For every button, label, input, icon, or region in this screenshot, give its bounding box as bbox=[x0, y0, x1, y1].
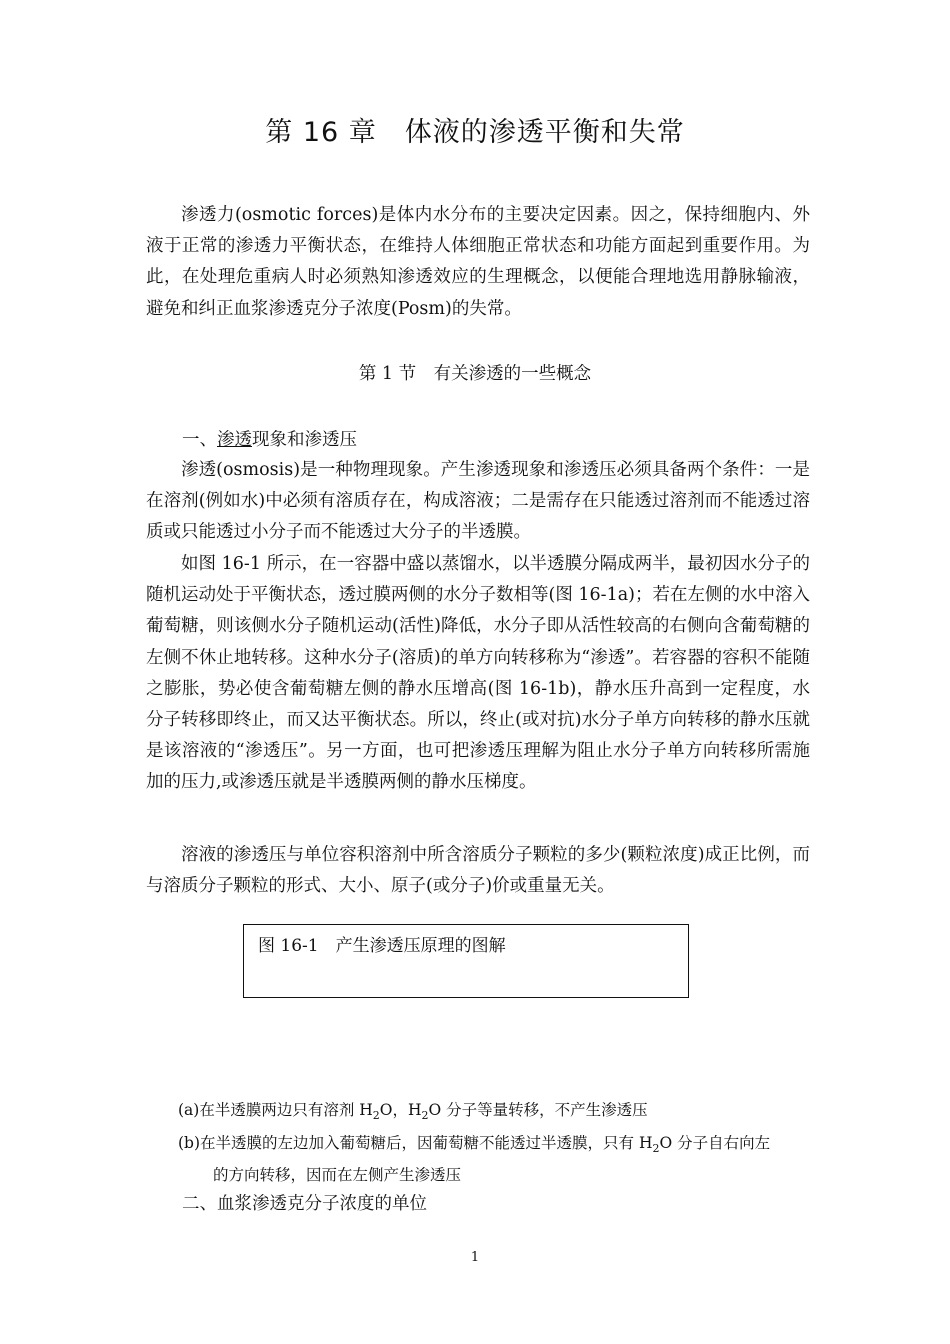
intro-paragraph: 渗透力(osmotic forces)是体内水分布的主要决定因素。因之，保持细胞内、外液于正常的渗透力平衡状态，在维持人体细胞正常状态和功能方面起到重要作用。为此，在处理危重病人时必须熟知渗透效应的生理概念，以便能合理地选用静脉输液，避免和纠正血浆渗透克分子浓度(Posm)的失常。 bbox=[146, 205, 810, 319]
subheading-units: 二、血浆渗透克分子浓度的单位 bbox=[182, 1194, 427, 1214]
note-a-text-2: O，H bbox=[379, 1101, 422, 1119]
figure-note-b-continuation: 的方向转移，因而在左侧产生渗透压 bbox=[213, 1166, 462, 1184]
figure-explanation-paragraph: 如图 16-1 所示，在一容器中盛以蒸馏水，以半透膜分隔成两半，最初因水分子的随机运动处于平衡状态，透过膜两侧的水分子数相等(图 16-1a)；若在左侧的水中溶入葡萄糖，则该侧水分子随机运动(活性)降低，水分子即从活性较高的右侧向含葡萄糖的左侧不休止地转移。这种水分子(溶质)的单方向转移称为“渗透”。若容器的容积不能随之膨胀，势必使含葡萄糖左侧的静水压增高(图 16-1b)，静水压升高到一定程度，水分子转移即终止，而又达平衡状态。所以，终止(或对抗)水分子单方向转移的静水压就是该溶液的“渗透压”。另一方面，也可把渗透压理解为阻止水分子单方向转移所需施加的压力,或渗透压就是半透膜两侧的静水压梯度。 bbox=[146, 554, 810, 793]
subheading-rest: 现象和渗透压 bbox=[252, 430, 357, 450]
note-a-text-3: O 分子等量转移，不产生渗透压 bbox=[428, 1101, 648, 1119]
figure-box bbox=[243, 924, 689, 998]
note-b-subscript-1: 2 bbox=[652, 1142, 660, 1156]
subheading-underlined-term: 渗透 bbox=[217, 430, 252, 450]
osmotic-pressure-paragraph: 溶液的渗透压与单位容积溶剂中所含溶质分子颗粒的多少(颗粒浓度)成正比例，而与溶质分子颗粒的形式、大小、原子(或分子)价或重量无关。 bbox=[146, 845, 810, 897]
subheading-number: 一、 bbox=[182, 430, 217, 450]
subheading-osmosis bbox=[182, 426, 357, 451]
osmosis-definition-paragraph: 渗透(osmosis)是一种物理现象。产生渗透现象和渗透压必须具备两个条件：一是在溶剂(例如水)中必须有溶质存在，构成溶液；二是需存在只能透过溶剂而不能透过溶质或只能透过小分子而不能透过大分子的半透膜。 bbox=[146, 460, 810, 543]
page-number: 1 bbox=[470, 1250, 480, 1265]
note-b-text-1: (b)在半透膜的左边加入葡萄糖后，因葡萄糖不能透过半透膜，只有 H bbox=[178, 1134, 653, 1152]
note-a-text-1: (a)在半透膜两边只有溶剂 H bbox=[178, 1101, 373, 1119]
section-heading: 第 1 节 有关渗透的一些概念 bbox=[358, 364, 592, 384]
note-b-text-2: O 分子自右向左 bbox=[659, 1134, 771, 1152]
note-a-subscript-2: 2 bbox=[421, 1109, 429, 1123]
chapter-title: 第 16 章 体液的渗透平衡和失常 bbox=[265, 117, 685, 148]
figure-note-b bbox=[178, 1129, 818, 1163]
note-a-subscript-1: 2 bbox=[372, 1109, 380, 1123]
figure-note-a bbox=[178, 1096, 818, 1130]
figure-caption: 图 16-1 产生渗透压原理的图解 bbox=[258, 936, 506, 956]
